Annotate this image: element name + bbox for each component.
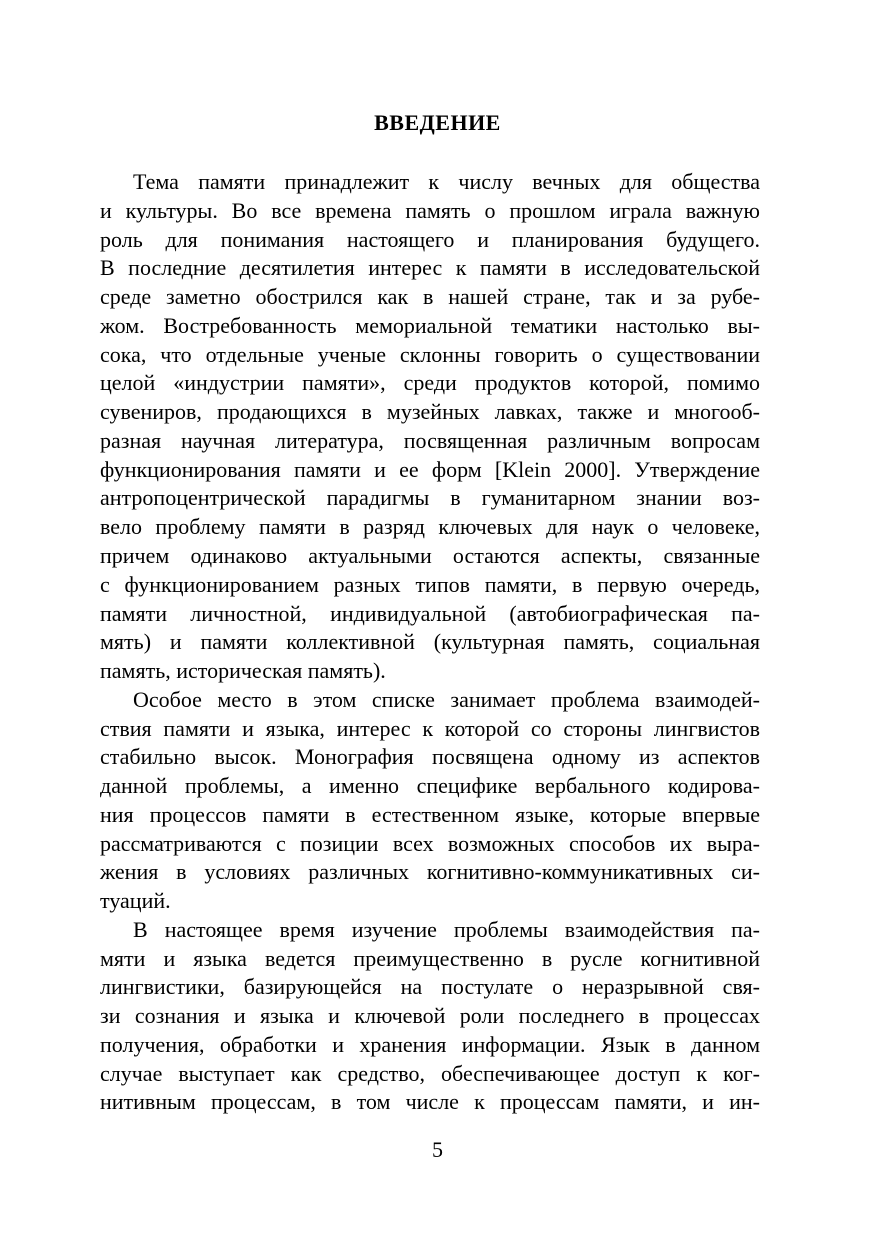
text-line: В последние десятилетия интерес к памяти в исследовательской <box>100 255 760 280</box>
text-line: случае выступает как средство, обеспечивающее доступ к ког- <box>100 1061 760 1086</box>
text-line: жения в условиях различных когнитивно-коммуникативных си- <box>100 859 760 884</box>
text-line: память, историческая память). <box>100 658 386 683</box>
text-line: памяти личностной, индивидуальной (автобиографическая па- <box>100 601 760 626</box>
chapter-title: ВВЕДЕНИЕ <box>374 110 501 135</box>
text-line: сувениров, продающихся в музейных лавках, также и многооб- <box>100 399 760 424</box>
text-line: нитивным процессам, в том числе к процессам памяти, и ин- <box>100 1089 760 1114</box>
text-line: антропоцентрической парадигмы в гуманитарном знании воз- <box>100 485 760 510</box>
text-line: роль для понимания настоящего и планирования будущего. <box>100 227 760 252</box>
text-line: и культуры. Во все времена память о прошлом играла важную <box>100 198 760 223</box>
text-line: ния процессов памяти в естественном языке, которые впервые <box>100 802 760 827</box>
text-line: Особое место в этом списке занимает проблема взаимодей- <box>133 687 760 712</box>
text-line: данной проблемы, а именно специфике вербального кодирова- <box>100 773 760 798</box>
text-line: функционирования памяти и ее форм [Klein 2000]. Утверждение <box>100 457 760 482</box>
text-line: с функционированием разных типов памяти, в первую очередь, <box>100 572 760 597</box>
text-line: туаций. <box>100 888 171 913</box>
text-line: целой «индустрии памяти», среди продуктов которой, помимо <box>100 370 760 395</box>
text-line: В настоящее время изучение проблемы взаимодействия па- <box>133 917 760 942</box>
text-line: жом. Востребованность мемориальной тематики настолько вы- <box>100 313 760 338</box>
text-line: причем одинаково актуальными остаются аспекты, связанные <box>100 543 760 568</box>
text-line: зи сознания и языка и ключевой роли последнего в процессах <box>100 1003 760 1028</box>
text-line: вело проблему памяти в разряд ключевых для наук о человеке, <box>100 514 760 539</box>
text-line: лингвистики, базирующейся на постулате о неразрывной свя- <box>100 974 760 999</box>
text-line: ствия памяти и языка, интерес к которой со стороны лингвистов <box>100 716 760 741</box>
text-line: мяти и языка ведется преимущественно в русле когнитивной <box>100 946 760 971</box>
text-line: разная научная литература, посвященная различным вопросам <box>100 428 760 453</box>
text-line: рассматриваются с позиции всех возможных способов их выра- <box>100 831 760 856</box>
text-line: стабильно высок. Монография посвящена одному из аспектов <box>100 744 760 769</box>
text-line: мять) и памяти коллективной (культурная память, социальная <box>100 629 760 654</box>
text-line: сока, что отдельные ученые склонны говорить о существовании <box>100 342 760 367</box>
page-number: 5 <box>432 1137 443 1162</box>
text-line: среде заметно обострился как в нашей стране, так и за рубе- <box>100 284 760 309</box>
text-line: получения, обработки и хранения информации. Язык в данном <box>100 1032 760 1057</box>
text-line: Тема памяти принадлежит к числу вечных для общества <box>133 169 760 194</box>
